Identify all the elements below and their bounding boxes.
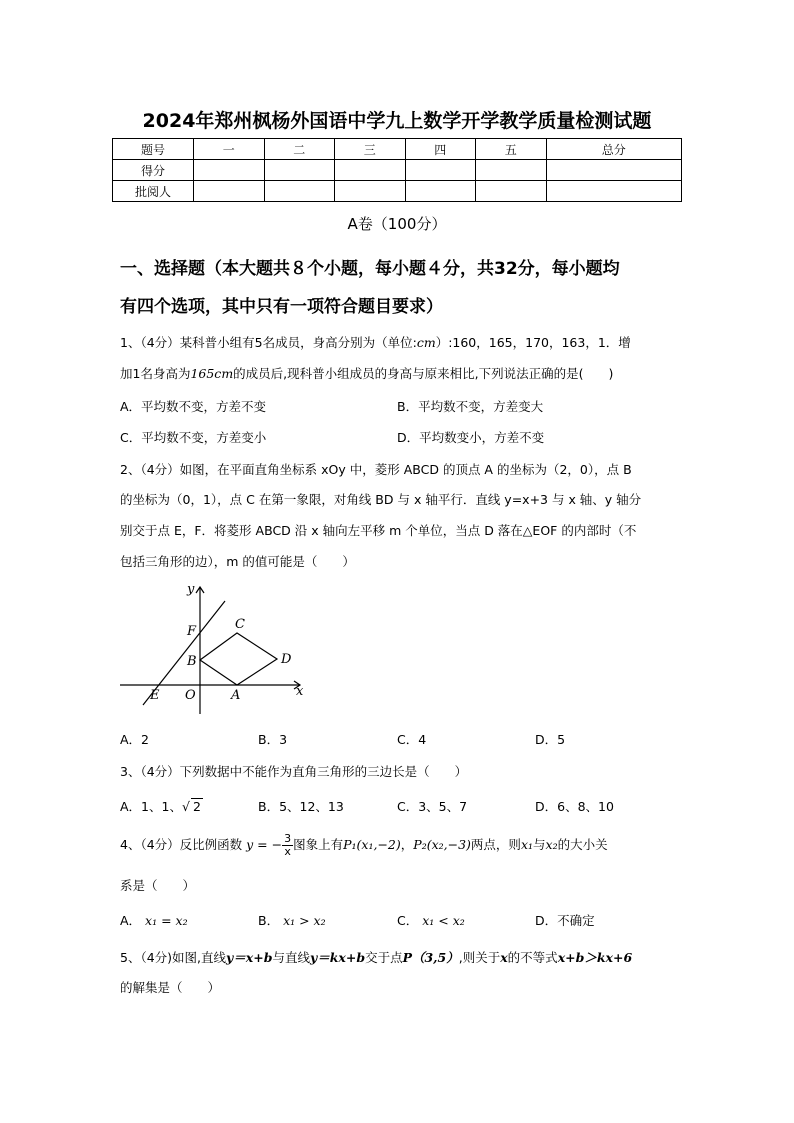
q1-value: 165cm: [190, 366, 234, 381]
q5-text: 的不等式: [507, 950, 558, 965]
score-table-row: [113, 160, 682, 181]
score-cell: [476, 181, 547, 202]
volume-heading: A卷（100分）: [347, 215, 447, 233]
q5-text: 交于点: [365, 950, 403, 965]
score-cell: [405, 160, 476, 181]
q3-option-a-text: A．1、1、: [120, 799, 182, 814]
q2-rhombus-figure: [115, 577, 315, 717]
score-cell: [194, 160, 265, 181]
q1-text: 1、（4分）某科普小组有5名成员，身高分别为（单位:: [120, 335, 417, 350]
q2-line4: 包括三角形的边），m 的值可能是（ ）: [120, 554, 355, 569]
q5-text: 5、（4分)如图,直线: [120, 950, 227, 965]
score-table: [112, 138, 682, 202]
score-table-header-cell: 题号: [113, 139, 194, 160]
q2-option-c[interactable]: C．4: [397, 732, 427, 747]
q4-point-p2: P₂(x₂,−3): [413, 837, 471, 852]
score-row-label: 得分: [113, 160, 194, 181]
label-e: E: [150, 688, 160, 703]
rhombus-abcd: [200, 633, 277, 685]
q3-option-d[interactable]: D．6、8、10: [535, 799, 614, 814]
q2-option-a[interactable]: A．2: [120, 732, 150, 747]
score-table-header-cell: 二: [264, 139, 335, 160]
q2-line1: 2、（4分）如图，在平面直角坐标系 xOy 中，菱形 ABCD 的顶点 A 的坐标为（2，0），点 B: [120, 462, 632, 477]
q5-equation-2: y＝kx+b: [309, 950, 366, 965]
q4-line1: [120, 833, 608, 858]
score-table-header-cell: 四: [405, 139, 476, 160]
q5-variable: x: [500, 950, 508, 965]
q1-line2: [120, 364, 613, 382]
q4-function-lhs: y = −: [246, 837, 283, 852]
q4-line2: 系是（ ）: [120, 878, 196, 893]
score-cell: [264, 160, 335, 181]
q5-text: ,则关于: [458, 950, 501, 965]
q3-option-a[interactable]: [120, 797, 203, 815]
score-table-header-cell: 五: [476, 139, 547, 160]
label-o: O: [185, 688, 196, 703]
q1-option-a[interactable]: A．平均数不变，方差不变: [120, 399, 267, 414]
label-c: C: [235, 617, 245, 632]
q3-option-a-root: 2: [192, 799, 201, 814]
score-table-row: [113, 181, 682, 202]
q4-text: 的大小关: [557, 837, 608, 852]
label-x: x: [296, 684, 304, 699]
label-f: F: [187, 624, 197, 639]
q4-option-a[interactable]: [120, 911, 188, 929]
q4-fraction: [282, 833, 293, 858]
q2-line2: 的坐标为（0，1），点 C 在第一象限，对角线 BD 与 x 轴平行．直线 y=x+3 与 x 轴、y 轴分: [120, 492, 642, 507]
q5-text: 与直线: [272, 950, 310, 965]
score-cell: [194, 181, 265, 202]
score-cell: [264, 181, 335, 202]
section-heading-line2: 有四个选项，其中只有一项符合题目要求）: [120, 297, 443, 317]
q4-text: ，: [400, 837, 414, 852]
q2-line3: 别交于点 E，F．将菱形 ABCD 沿 x 轴向左平移 m 个单位，当点 D 落在△EOF 的内部时（不: [120, 523, 637, 538]
q1-option-b[interactable]: B．平均数不变，方差变大: [397, 399, 544, 414]
q4-text: 4、（4分）反比例函数: [120, 837, 243, 852]
q1-text: ）:160，165，170，163，1．增: [435, 335, 631, 350]
q3-option-b[interactable]: B．5、12、13: [258, 799, 344, 814]
q4-var-x1: x₁: [520, 837, 533, 852]
score-table-header-row: [113, 139, 682, 160]
q4-text: 与: [533, 837, 546, 852]
score-cell: [405, 181, 476, 202]
q5-equation-1: y＝x+b: [226, 950, 273, 965]
q1-text: 的成员后,现科普小组成员的身高与原来相比,下列说法正确的是( ): [233, 366, 614, 381]
q4-option-b[interactable]: [258, 911, 326, 929]
q5-point: P（3,5）: [402, 950, 459, 965]
q4-fraction-denominator: x: [284, 845, 291, 858]
label-b: B: [187, 654, 197, 669]
q1-line1: [120, 333, 631, 351]
q4-option-c-expr: x₁ < x₂: [422, 913, 465, 928]
label-d: D: [281, 652, 292, 667]
score-cell: [476, 160, 547, 181]
q1-option-c[interactable]: C．平均数不变，方差变小: [120, 430, 267, 445]
q4-option-d[interactable]: D．不确定: [535, 913, 595, 928]
q1-option-d[interactable]: D．平均数变小，方差不变: [397, 430, 545, 445]
q2-option-d[interactable]: D．5: [535, 732, 566, 747]
q4-point-p1: P₁(x₁,−2): [343, 837, 401, 852]
q4-text: 图象上有: [293, 837, 344, 852]
score-table-header-cell: 三: [335, 139, 406, 160]
q4-option-b-label: B．: [258, 913, 280, 928]
label-a: A: [231, 688, 241, 703]
q4-fraction-numerator: 3: [284, 832, 292, 845]
q3-stem: 3、（4分）下列数据中不能作为直角三角形的三边长是（ ）: [120, 764, 468, 779]
q3-option-c[interactable]: C．3、5、7: [397, 799, 468, 814]
q4-option-c[interactable]: [397, 911, 465, 929]
q4-text: 两点，则: [470, 837, 521, 852]
q5-inequality: x+b＞kx+6: [557, 950, 633, 965]
q4-option-b-expr: x₁ > x₂: [283, 913, 326, 928]
q5-line2: 的解集是（ ）: [120, 980, 221, 995]
score-row-label: 批阅人: [113, 181, 194, 202]
score-cell: [335, 160, 406, 181]
q4-option-c-label: C．: [397, 913, 419, 928]
section-heading-line1: 一、选择题（本大题共８个小题，每小题４分，共32分，每小题均: [120, 259, 620, 279]
q5-line1: [120, 948, 632, 966]
score-table-header-cell: 一: [194, 139, 265, 160]
score-cell: [546, 160, 682, 181]
label-y: y: [187, 582, 195, 597]
score-cell: [546, 181, 682, 202]
q1-unit: cm: [416, 335, 436, 350]
score-cell: [335, 181, 406, 202]
q2-option-b[interactable]: B．3: [258, 732, 288, 747]
sqrt-icon: √: [181, 799, 190, 814]
score-table-header-cell: 总分: [546, 139, 682, 160]
q4-option-a-label: A．: [120, 913, 142, 928]
q1-text: 加1名身高为: [120, 366, 191, 381]
exam-title: 2024年郑州枫杨外国语中学九上数学开学教学质量检测试题: [142, 110, 652, 132]
q4-var-x2: x₂: [545, 837, 558, 852]
q4-option-a-expr: x₁ = x₂: [145, 913, 188, 928]
